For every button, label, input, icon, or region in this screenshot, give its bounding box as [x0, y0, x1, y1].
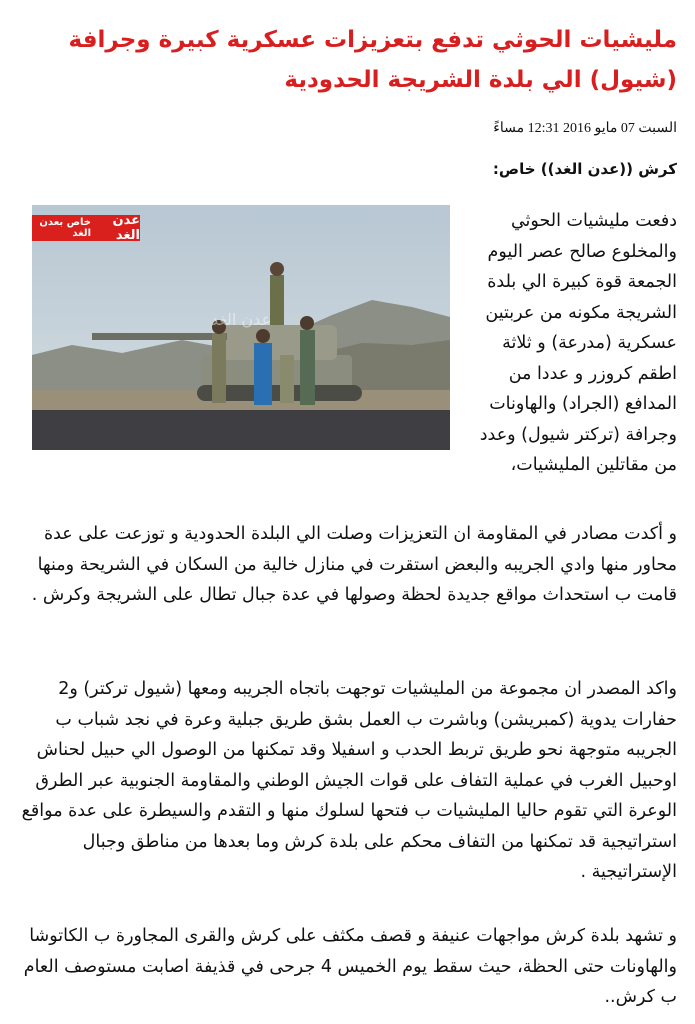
article-byline: كرش ((عدن الغد)) خاص:	[492, 160, 677, 178]
exclusive-badge	[32, 215, 140, 241]
badge-text: خاص بعدن الغد	[39, 217, 91, 239]
article-photo	[32, 205, 450, 450]
article-date: السبت 07 مايو 2016 12:31 مساءً	[493, 121, 677, 136]
article-paragraph-1: دفعت مليشيات الحوثي والمخلوع صالح عصر اليوم الجمعة قوة كبيرة الي بلدة الشريجة مكونه من عربتين عسكرية (مدرعة) و ثلاثة اطقم كروزر و عددا من المدافع (الجراد) والهاونات وجرافة (تركتر شيول) وعدد من مقاتلين المليشيات،	[479, 211, 677, 475]
article-paragraph-3: واكد المصدر ان مجموعة من المليشيات توجهت باتجاه الجريبه ومعها (شيول تركتر) و2 حفارات يدوية (كمبريشن) وباشرت ب العمل بشق طريق جبلية وعرة في نجد شباب ب الجريبه متوجهة نحو طريق تربط الحدب و اسفيلا وقد تمكنها من الوصول الي حبيل لحناش اوحبيل الغرب في عملية التفاف على قوات الجيش الوطني والمقاومة الجنوبية عبر الطرق الوعرة التي تقوم حاليا المليشيات ب فتحها لسلوك منها و التقدم والسيطرة على عدة مواقع استراتيجية قد تمكنها من التفاف محكم على بلدة كرش وما بعدها من مناطق وجبال الإستراتيجية .	[21, 679, 677, 882]
article-paragraph-4: و تشهد بلدة كرش مواجهات عنيفة و قصف مكثف على كرش والقرى المجاورة ب الكاتوشا والهاونات حتى الحظة، حيث سقط يوم الخميس 4 جرحى في قذيفة اصابت مستوصف العام ب كرش..	[23, 926, 677, 1007]
article-paragraph-2: و أكدت مصادر في المقاومة ان التعزيزات وصلت الي البلدة الحدودية و توزعت على عدة محاور منها وادي الجريبه والبعض استقرت في منازل خالية من السكان في الشريحة ومنها قامت ب استحداث مواقع جديدة لحظة وصولها في عدة جبال تطال على الشريجة وكرش .	[31, 524, 677, 605]
photo-watermark: عدن الغد	[210, 310, 272, 329]
article-headline: مليشيات الحوثي تدفع بتعزيزات عسكرية كبيرة وجرافة (شيول) الي بلدة الشريجة الحدودية	[68, 27, 677, 93]
badge-logo: عدن الغد	[112, 213, 140, 243]
